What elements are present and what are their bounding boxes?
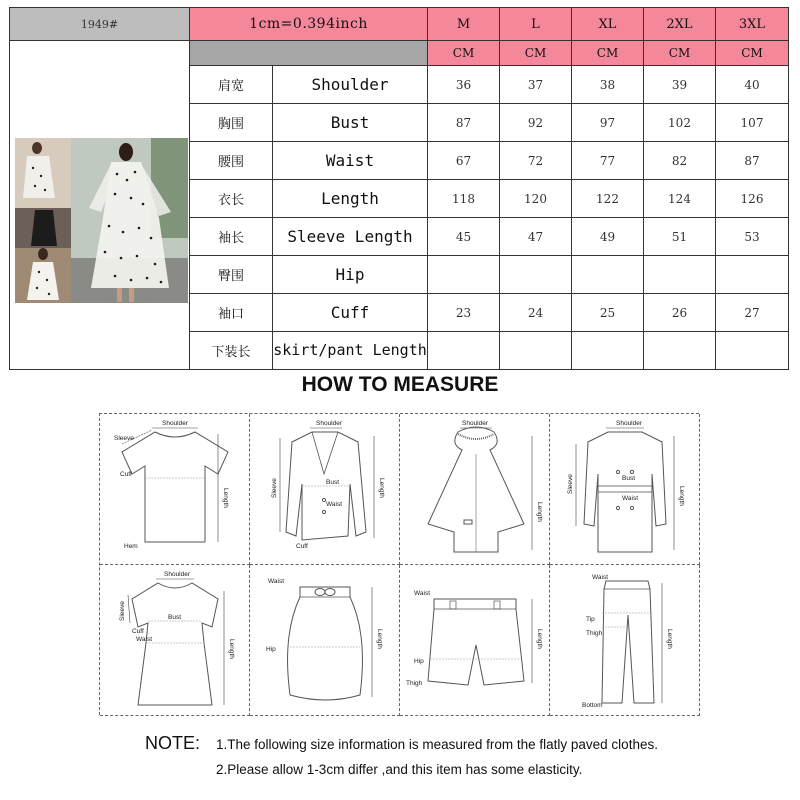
unit-row — [10, 41, 789, 66]
measure-en-label: skirt/pant Length — [273, 332, 428, 370]
measure-value: 124 — [644, 180, 716, 218]
measure-cn-label: 袖长 — [190, 218, 273, 256]
sleeve-label: Sleeve — [567, 474, 574, 494]
measure-diagram-grid — [99, 413, 699, 715]
product-code: 1949# — [10, 8, 190, 41]
product-photo-main — [71, 138, 188, 303]
size-header: M — [428, 8, 500, 41]
length-label: Length — [536, 629, 543, 649]
shorts-diagram — [400, 565, 550, 716]
length-label: Length — [222, 488, 229, 508]
measure-value: 122 — [572, 180, 644, 218]
measure-value: 38 — [572, 66, 644, 104]
hip-label: Hip — [266, 646, 276, 653]
trench-coat-diagram — [550, 414, 700, 565]
measure-en-label: Waist — [273, 142, 428, 180]
measure-cn-label: 臀围 — [190, 256, 273, 294]
measure-value: 77 — [572, 142, 644, 180]
bottom-label: Bottom — [582, 702, 603, 709]
unit-conversion: 1cm=0.394inch — [190, 8, 428, 41]
product-photos — [10, 55, 188, 355]
length-label: Length — [378, 478, 385, 498]
measure-value: 53 — [716, 218, 789, 256]
measure-cn-label: 腰围 — [190, 142, 273, 180]
sleeve-label: Sleeve — [114, 435, 134, 442]
measure-en-label: Sleeve Length — [273, 218, 428, 256]
cuff-label: Cuff — [296, 543, 308, 550]
sleeve-label: Sleeve — [119, 601, 126, 621]
measure-value: 87 — [716, 142, 789, 180]
blazer-diagram — [250, 414, 400, 565]
measure-value: 87 — [428, 104, 500, 142]
measure-cn-label: 袖口 — [190, 294, 273, 332]
measure-value: 25 — [572, 294, 644, 332]
measure-value: 23 — [428, 294, 500, 332]
measure-value — [644, 256, 716, 294]
measure-value: 26 — [644, 294, 716, 332]
measure-value: 120 — [500, 180, 572, 218]
thigh-label: Thigh — [406, 680, 423, 687]
measure-cn-label: 下装长 — [190, 332, 273, 370]
measure-value: 107 — [716, 104, 789, 142]
measure-en-label: Cuff — [273, 294, 428, 332]
measure-en-label: Length — [273, 180, 428, 218]
unit-label: CM — [428, 41, 500, 66]
hem-label: Hem — [124, 543, 138, 550]
shoulder-label: Shoulder — [462, 420, 489, 427]
unit-label: CM — [572, 41, 644, 66]
size-chart-table — [9, 7, 789, 370]
measure-value — [428, 256, 500, 294]
measure-value — [572, 256, 644, 294]
measure-value: 118 — [428, 180, 500, 218]
tip-label: Tip — [586, 616, 595, 623]
measure-value: 49 — [572, 218, 644, 256]
measure-value: 72 — [500, 142, 572, 180]
length-label: Length — [376, 629, 383, 649]
measure-value — [500, 256, 572, 294]
tshirt-diagram — [100, 414, 250, 565]
how-to-measure-title: HOW TO MEASURE — [301, 373, 499, 396]
table-header-row — [10, 8, 789, 41]
measure-value — [428, 332, 500, 370]
measure-value: 82 — [644, 142, 716, 180]
shoulder-label: Shoulder — [164, 571, 191, 578]
length-label: Length — [228, 639, 235, 659]
length-label: Length — [678, 486, 685, 506]
cape-coat-diagram — [400, 414, 550, 565]
measure-value: 37 — [500, 66, 572, 104]
waist-label: Waist — [136, 636, 153, 643]
unit-label: CM — [644, 41, 716, 66]
measure-value — [572, 332, 644, 370]
measure-value: 39 — [644, 66, 716, 104]
dress-diagram — [100, 565, 250, 716]
unit-label: CM — [500, 41, 572, 66]
hip-label: Hip — [414, 658, 424, 665]
measure-value: 92 — [500, 104, 572, 142]
measure-value: 27 — [716, 294, 789, 332]
note-heading: NOTE: — [145, 733, 201, 753]
thigh-label: Thigh — [586, 630, 603, 637]
cuff-label: Cuff — [120, 471, 132, 478]
product-photo-thumbnails — [15, 138, 72, 303]
measure-value — [500, 332, 572, 370]
measure-value: 36 — [428, 66, 500, 104]
waist-label: Waist — [326, 501, 343, 508]
measure-en-label: Bust — [273, 104, 428, 142]
waist-label: Waist — [268, 578, 285, 585]
unit-row-spacer — [190, 41, 428, 66]
sleeve-label: Sleeve — [271, 478, 278, 498]
measure-value — [716, 256, 789, 294]
bust-label: Bust — [622, 475, 636, 482]
length-label: Length — [536, 502, 543, 522]
size-header: XL — [572, 8, 644, 41]
unit-label: CM — [716, 41, 789, 66]
bust-label: Bust — [326, 479, 340, 486]
shoulder-label: Shoulder — [616, 420, 643, 427]
cuff-label: Cuff — [132, 628, 144, 635]
measure-en-label: Shoulder — [273, 66, 428, 104]
waist-label: Waist — [592, 574, 609, 581]
measure-value: 40 — [716, 66, 789, 104]
measure-value: 47 — [500, 218, 572, 256]
note-line: 1.The following size information is measured from the flatly paved clothes. — [216, 737, 658, 752]
note-line: 2.Please allow 1-3cm differ ,and this item has some elasticity. — [216, 762, 583, 777]
measure-value: 51 — [644, 218, 716, 256]
shoulder-label: Shoulder — [316, 420, 343, 427]
shoulder-label: Shoulder — [162, 420, 189, 427]
size-header: L — [500, 8, 572, 41]
measure-value: 45 — [428, 218, 500, 256]
measure-value: 126 — [716, 180, 789, 218]
length-label: Length — [666, 629, 673, 649]
measure-value — [644, 332, 716, 370]
measure-cn-label: 衣长 — [190, 180, 273, 218]
measure-value: 67 — [428, 142, 500, 180]
measure-cn-label: 胸围 — [190, 104, 273, 142]
size-header: 3XL — [716, 8, 789, 41]
size-header: 2XL — [644, 8, 716, 41]
measure-cn-label: 肩宽 — [190, 66, 273, 104]
product-photo-cell — [10, 41, 190, 370]
measure-value: 24 — [500, 294, 572, 332]
skirt-diagram — [250, 565, 400, 716]
measure-value: 102 — [644, 104, 716, 142]
measure-value: 97 — [572, 104, 644, 142]
waist-label: Waist — [622, 495, 639, 502]
measure-value — [716, 332, 789, 370]
waist-label: Waist — [414, 590, 431, 597]
measure-en-label: Hip — [273, 256, 428, 294]
pants-diagram — [550, 565, 700, 716]
bust-label: Bust — [168, 614, 182, 621]
